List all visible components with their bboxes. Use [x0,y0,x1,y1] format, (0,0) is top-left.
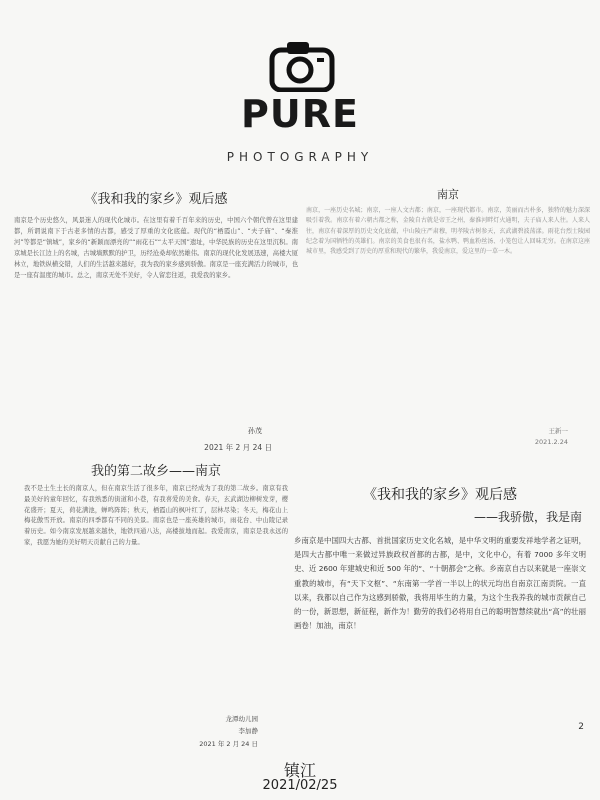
page-number: 2 [578,722,584,732]
essay-signature: 王新一 [548,427,568,435]
brand-tagline: PHOTOGRAPHY [226,150,374,164]
essay-date: 2021 年 2 月 24 日 [204,443,272,452]
essay-date: 2021 年 2 月 24 日 [199,740,258,748]
camera-icon [269,40,335,92]
essay-title: 我的第二故乡——南京 [90,464,221,479]
essay-body: 南京，一座历史名城；南京，一座人文古都；南京，一座现代都市。南京，美丽而古朴多，独特的魅力深深吸引着我。南京有着六朝古都之称，金陵自古就是帝王之州，秦淮河畔灯火通明，夫子庙人来人往。人来人往，南京有着深厚的历史文化底蕴，中山陵庄严肃穆，明孝陵古树参天，玄武湖碧波荡漾。雨花台烈士陵园纪念着为国牺牲的英雄们。南京的美食也很有名，盐水鸭、鸭血粉丝汤、小笼包让人回味无穷。在南京这座城市里，我感受到了历史的厚重和现代的繁华，我爱南京，爱这里的一草一木。 [306,207,590,256]
essay-signature: 龙潭幼儿园 [225,715,258,723]
caption-date: 2021/02/25 [262,778,338,793]
caption-city: 镇江 [283,761,316,780]
essay-title: 《我和我的家乡》观后感 [363,487,517,503]
essay-nanjing [306,186,590,454]
essay-movie-review-1 [14,186,298,454]
essay-movie-review-2 [294,484,586,736]
brand-name: PURE [241,92,359,136]
brand-logo [0,0,600,178]
essay-title: 南京 [437,188,459,201]
essay-second-hometown [24,458,288,754]
essay-body: 乡南京是中国四大古都、首批国家历史文化名城，是中华文明的重要发祥地学者之证明，是四大古都中唯一来做过异族政权首都的古都，是中，文化中心，有着 7000 多年文明史、近 2600 年建城史和近 500 年的“、“十朝都会”之称。乡南京自古以来就是一座崇文重教的城市，有“天下文枢”、“东南第一学首一半以上的状元均出自南京江南贡院。一直以来，我都以自己作为这感到骄傲，我将用毕生的力量，为这个生我养我的城市贡献自己的一份，新思想，新征程，新作为！勤劳的我们必将用自己的聪明智慧续就出“高”的壮丽画卷！加油，南京！ [294,536,586,631]
essay-title: 《我和我的家乡》观后感 [84,192,228,207]
essay-body: 南京是个历史悠久，风景迷人的现代化城市。在这里有着千百年来的历史，中国六个朝代曾在这里建都，所谓说南下于古老多情的古都，感受了厚重的文化底蕴。现代的“栖霞山”、“夫子庙”、“秦淮河”等都是“镇城”，家乡的“新颖而漂亮的”“雨花石”“太平天国”遗址，中华民族的历史在这里沉积。南京城是长江边上的名城，古城墙默默的护卫，历经沧桑却依然雄伟。南京的现代化发展迅速，高楼大厦林立，地铁纵横交错，人们的生活越来越好，我为我的家乡感到骄傲。南京是一座充满活力的城市，也是一座有温度的城市。总之，南京无处不美好，令人留恋往返，我爱我的家乡。 [14,217,298,279]
essay-signature-name: 李加静 [238,727,258,735]
essay-signature: 孙茂 [248,427,262,435]
essay-body: 我不是土生土长的南京人，但在南京生活了很多年，南京已经成为了我的第二故乡。南京有我最美好的童年回忆，有我熟悉的街道和小巷，有我喜爱的美食。春天，玄武湖边柳树发芽，樱花盛开；夏天，荷花满池，蝉鸣阵阵；秋天，栖霞山的枫叶红了，层林尽染；冬天，梅花山上梅花傲雪开放。南京的四季都有不同的美景。南京也是一座英雄的城市，雨花台、中山陵记录着历史。如今南京发展越来越快，地铁四通八达，高楼拔地而起。我爱南京，南京是我永远的家，我愿为她的美好明天贡献自己的力量。 [24,485,288,546]
essay-subtitle: ——我骄傲，我是南 [473,510,582,524]
essay-date: 2021.2.24 [534,438,568,446]
